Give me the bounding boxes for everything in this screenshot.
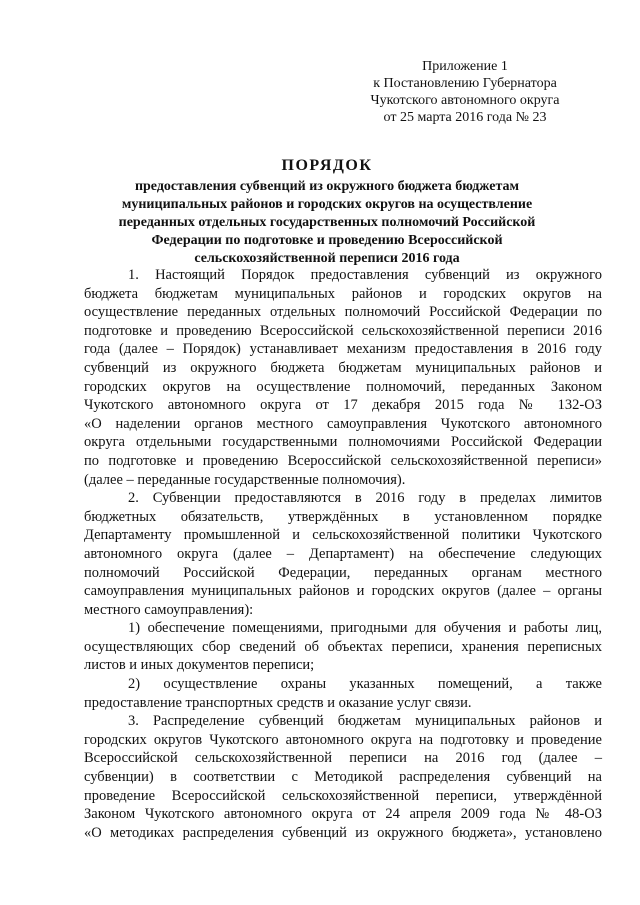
paragraph-2-line: полномочий Российской Федерации, переданных органам местного <box>84 564 602 581</box>
paragraph-3-line: субвенции) в соответствии с Методикой распределения субвенций на <box>84 769 602 786</box>
title-sub-line: Федерации по подготовке и проведению Всероссийской <box>151 233 503 248</box>
appendix-line-3: Чукотского автономного округа <box>370 93 560 108</box>
paragraph-2-line: самоуправления муниципальных районов и городских округов (далее – органы <box>84 583 602 600</box>
title-sub-line: муниципальных районов и городских округов на осуществление <box>121 197 533 212</box>
list-item-1-line: листов и иных документов переписи; <box>84 657 315 674</box>
appendix-line-1: Приложение 1 <box>422 59 508 74</box>
paragraph-1-line: субвенций из окружного бюджета бюджетам муниципальных районов и <box>84 359 602 376</box>
list-item-1-line: 1) обеспечение помещениями, пригодными для обучения и работы лиц, <box>128 620 602 637</box>
paragraph-1-line: бюджета бюджетам муниципальных районов и городских округов на <box>84 285 602 302</box>
document-title <box>84 156 570 268</box>
title-sub-line: переданных отдельных государственных полномочий Российской <box>118 215 536 230</box>
paragraph-3-line: 3. Распределение субвенций бюджетам муниципальных районов и <box>128 713 602 730</box>
document-body <box>84 266 602 842</box>
paragraph-1-line: года (далее – Порядок) устанавливает механизм предоставления в 2016 году <box>84 341 602 358</box>
paragraph-2-line: местного самоуправления): <box>84 601 254 618</box>
paragraph-2-line: Департаменту промышленной и сельскохозяйственной политики Чукотского <box>84 527 602 544</box>
paragraph-1-line: 1. Настоящий Порядок предоставления субвенций из окружного <box>128 267 602 283</box>
paragraph-3-line: Всероссийской сельскохозяйственной переписи на 2016 год (далее – <box>84 750 602 767</box>
list-item-1-line: осуществляющих сбор сведений об объектах переписи, хранения переписных <box>84 638 602 655</box>
title-sub-line: предоставления субвенций из окружного бюджета бюджетам <box>134 179 520 194</box>
list-item-2-line: 2) осуществление охраны указанных помещений, а также <box>128 676 602 693</box>
paragraph-3-line: городских округов Чукотского автономного округа на подготовку и проведение <box>84 731 602 748</box>
paragraph-1-line: округа отдельными государственными полномочиями Российской Федерации <box>84 434 602 451</box>
paragraph-3-line: проведение Всероссийской сельскохозяйственной переписи, утверждённой <box>84 787 602 804</box>
paragraph-1-line: осуществление переданных отдельных полномочий Российской Федерации по <box>84 304 602 321</box>
title-sub-line: сельскохозяйственной переписи 2016 года <box>194 251 460 266</box>
appendix-line-4: от 25 марта 2016 года № 23 <box>383 110 547 125</box>
paragraph-2-line: бюджетных обязательств, утверждённых в установленном порядке <box>84 508 602 525</box>
paragraph-3-line: «О методиках распределения субвенций из окружного бюджета», установлено <box>84 824 602 841</box>
paragraph-1-line: по подготовке и проведению Всероссийской сельскохозяйственной переписи» <box>84 452 602 469</box>
title-main: ПОРЯДОК <box>281 157 373 174</box>
list-item-2-line: предоставление транспортных средств и оказание услуг связи. <box>84 694 472 711</box>
paragraph-1-line: (далее – переданные государственные полномочия). <box>84 471 406 488</box>
appendix-line-2: к Постановлению Губернатора <box>373 76 557 91</box>
paragraph-2-line: автономного округа (далее – Департамент) на обеспечение следующих <box>84 545 602 562</box>
title-subtitle <box>84 178 570 268</box>
paragraph-2-line: 2. Субвенции предоставляются в 2016 году в пределах лимитов <box>128 490 602 507</box>
paragraph-1-line: Чукотского автономного округа от 17 декабря 2015 года № 132-ОЗ <box>84 397 602 414</box>
paragraph-3-line: Законом Чукотского автономного округа от 24 апреля 2009 года № 48-ОЗ <box>84 806 602 823</box>
paragraph-1-line: городских округов на осуществление полномочий, переданных Законом <box>84 378 602 395</box>
appendix-header <box>360 58 570 126</box>
paragraph-1-line: «О наделении органов местного самоуправления Чукотского автономного <box>84 415 602 432</box>
paragraph-1-line: подготовке и проведению Всероссийской сельскохозяйственной переписи 2016 <box>84 322 602 339</box>
